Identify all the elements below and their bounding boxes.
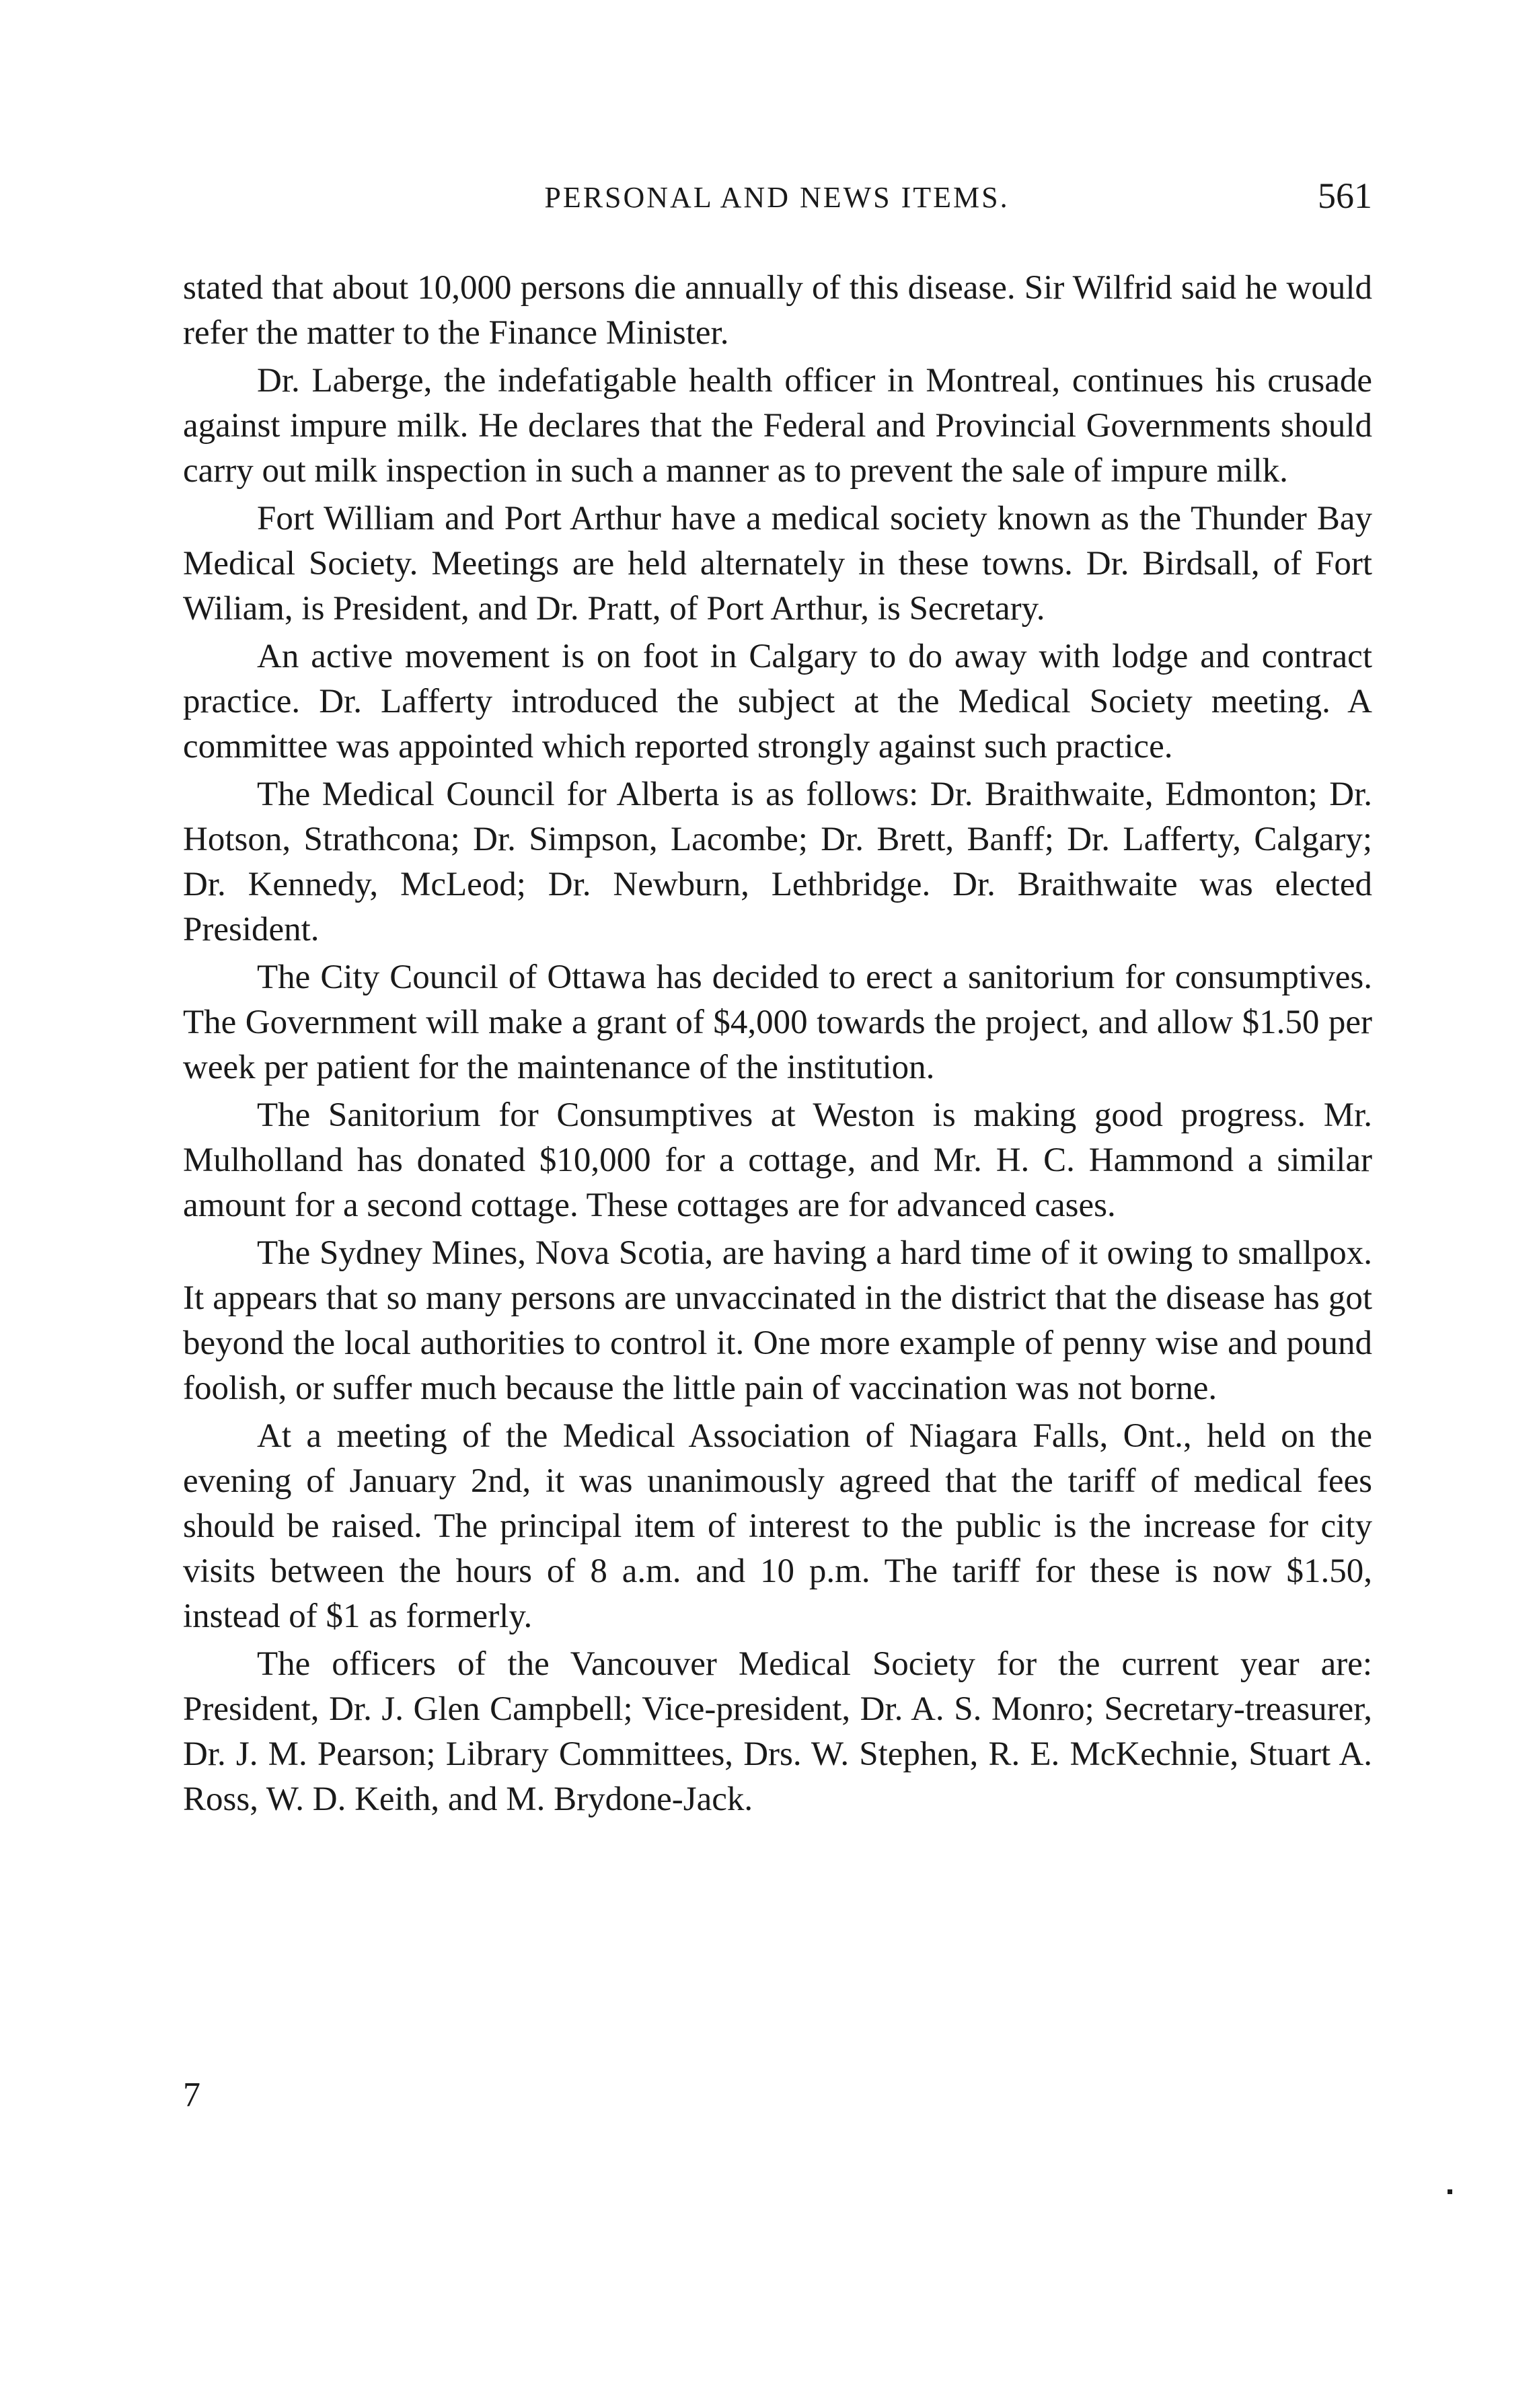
paragraph-alberta-council: The Medical Council for Alberta is as follows: Dr. Braithwaite, Edmonton; Dr. Hotson, Strathcona; Dr. Simpson, Lacombe; Dr. Brett, Banff; Dr. Lafferty, Calgary; Dr. Kennedy, McLeod; Dr. Newburn, Lethbridge. Dr. Braithwaite was elected President. [183,776,1372,948]
paragraph-thunder-bay: Fort William and Port Arthur have a medical society known as the Thunder Bay Medical Society. Meetings are held alternately in these towns. Dr. Birdsall, of Fort Wiliam, is President, and Dr. Pratt, of Port Arthur, is Secretary. [183,500,1372,628]
paragraph-niagara-falls: At a meeting of the Medical Association of Niagara Falls, Ont., held on the evening of January 2nd, it was unanimously agreed that the tariff of medical fees should be raised. The principal item of interest to the public is the increase for city visits between the hours of 8 a.m. and 10 p.m. The tariff for these is now $1.50, instead of $1 as formerly. [183,1417,1372,1635]
paragraph-vancouver-society: The officers of the Vancouver Medical Society for the current year are: President, Dr. J. Glen Campbell; Vice-president, Dr. A. S. Monro; Secretary-treasurer, Dr. J. M. Pearson; Library Committees, Drs. W. Stephen, R. E. McKechnie, Stuart A. Ross, W. D. Keith, and M. Brydone-Jack. [183,1645,1372,1818]
paragraph-laberge: Dr. Laberge, the indefatigable health officer in Montreal, continues his crusade against impure milk. He declares that the Federal and Provincial Governments should carry out milk inspection in such a manner as to prevent the sale of impure milk. [183,362,1372,490]
paragraph-weston-sanitorium: The Sanitorium for Consumptives at Weston is making good progress. Mr. Mulholland has donated $10,000 for a cottage, and Mr. H. C. Hammond a similar amount for a second cottage. These cottages are for advanced cases. [183,1096,1372,1224]
signature-mark: 7 [183,2076,200,2114]
paragraph-ottawa-sanitorium: The City Council of Ottawa has decided to erect a sanitorium for consumptives. The Government will make a grant of $4,000 towards the project, and allow $1.50 per week per patient for the maintenance of the institution. [183,958,1372,1086]
paragraph-sydney-mines: The Sydney Mines, Nova Scotia, are having a hard time of it owing to smallpox. It appears that so many persons are unvaccinated in the district that the disease has got beyond the local authorities to control it. One more example of penny wise and pound foolish, or suffer much because the little pain of vaccination was not borne. [183,1234,1372,1407]
paragraph-continued: stated that about 10,000 persons die annually of this disease. Sir Wilfrid said he would refer the matter to the Finance Minister. [183,269,1372,352]
stray-ink-mark [1448,2189,1452,2194]
page-number: 561 [1318,176,1372,216]
page-header [182,176,1372,234]
article-body [183,266,1372,1825]
paragraph-calgary: An active movement is on foot in Calgary to do away with lodge and contract practice. Dr. Lafferty introduced the subject at the Medical Society meeting. A committee was appointed which reported strongly against such practice. [183,638,1372,765]
running-head: PERSONAL AND NEWS ITEMS. [544,181,1010,214]
